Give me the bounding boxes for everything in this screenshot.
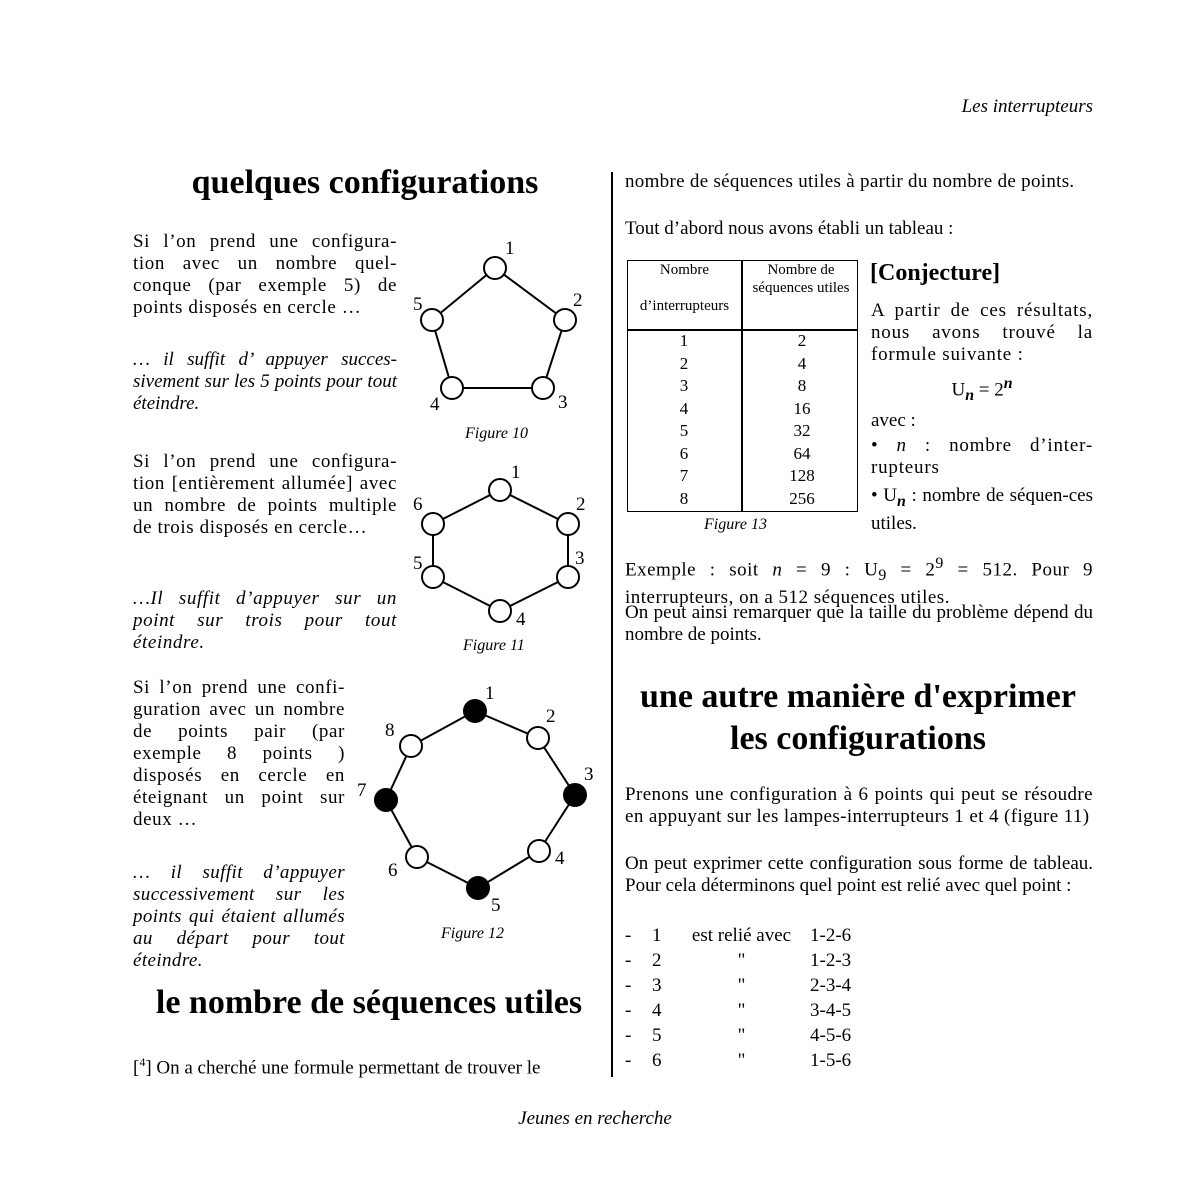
node-label-6: 6	[388, 860, 398, 881]
conjecture-avec: avec :	[871, 410, 916, 431]
conclusion-config-6: …Il suffit d’appuyer sur un point sur trois pour tout éteindre.	[133, 588, 397, 653]
conjecture-bullet-un: • $U_n$ : nombre de séquen-ces utiles.	[871, 485, 1093, 534]
node-4	[489, 600, 511, 622]
formula-eq: = 2	[974, 379, 1004, 401]
list-item	[625, 1025, 925, 1050]
link-n: 5	[652, 1025, 662, 1046]
link-set: 1-5-6	[810, 1050, 852, 1071]
section-title-sequences: le nombre de séquences utiles	[155, 984, 583, 1021]
node-8	[400, 735, 422, 757]
paragraph-config-8: Si l’on prend une confi-guration avec un nombre de points pair (par exemple 8 points ) disposés en cercle en éteignant un point sur deux …	[133, 677, 345, 830]
link-n: 6	[652, 1050, 662, 1071]
formula-intro-text: On a cherché une formule permettant de trouver le	[156, 1057, 541, 1079]
link-n: 3	[652, 975, 662, 996]
bullet1-text: : nombre d’inter-rupteurs	[871, 435, 1093, 478]
node-label-4: 4	[430, 394, 440, 415]
footnote-ref: 4	[139, 1055, 146, 1069]
node-7	[375, 789, 397, 811]
conjecture-bullet-n: • n : nombre d’inter-rupteurs	[871, 435, 1093, 478]
figure-12-caption: Figure 12	[441, 925, 504, 942]
link-dash: -	[625, 975, 632, 996]
running-header: Les interrupteurs	[961, 96, 1093, 117]
figure-13-caption: Figure 13	[704, 516, 767, 533]
node-label-1: 1	[511, 462, 521, 483]
node-label-8: 8	[385, 720, 395, 741]
table-cell-sequences: 32	[793, 421, 811, 440]
table-cell-sequences: 16	[793, 398, 811, 418]
table-header-sequences: Nombre de séquences utiles	[752, 262, 850, 296]
link-rel: est relié avec	[691, 925, 792, 946]
table-cell-interrupteurs: 8	[679, 488, 689, 508]
table-cell-interrupteurs: 2	[679, 353, 689, 373]
table-cell-sequences: 256	[789, 488, 815, 508]
node-label-2: 2	[576, 494, 586, 515]
node-label-4: 4	[516, 609, 526, 630]
link-rel: "	[737, 1050, 746, 1071]
node-5	[422, 566, 444, 588]
node-label-5: 5	[413, 294, 423, 315]
node-label-2: 2	[573, 290, 583, 311]
formula-sup: n	[1003, 375, 1013, 392]
column-divider	[611, 172, 613, 1077]
table-cell-sequences: 4	[797, 353, 807, 373]
node-label-5: 5	[413, 553, 423, 574]
list-item	[625, 925, 925, 950]
table-cell-sequences: 2	[797, 331, 807, 350]
link-rel: "	[737, 950, 746, 971]
link-dash: -	[625, 950, 632, 971]
link-set: 3-4-5	[810, 1000, 852, 1021]
table-cell-interrupteurs: 4	[679, 398, 689, 418]
node-label-6: 6	[413, 494, 423, 515]
table-header-interrupteurs	[628, 261, 741, 315]
table-header-rule	[628, 329, 857, 331]
example-n: n	[772, 559, 783, 581]
link-dash: -	[625, 1025, 632, 1046]
example-t2: = 9 : U	[782, 559, 879, 581]
node-4	[441, 377, 463, 399]
running-footer: Jeunes en recherche	[518, 1108, 672, 1129]
paragraph-formula-intro: [$^4$] On a cherché une formule permettant de trouver le	[133, 1055, 541, 1079]
example-sup: 9	[935, 555, 944, 572]
node-label-2: 2	[546, 706, 556, 727]
paragraph-config-5: Si l’on prend une configura-tion avec un nombre quel-conque (par exemple 5) de points disposés en cercle …	[133, 231, 397, 318]
link-rel: "	[737, 1025, 746, 1046]
link-rel: "	[737, 975, 746, 996]
node-4	[528, 840, 550, 862]
bullet2-var: U	[883, 485, 898, 506]
node-2	[554, 309, 576, 331]
sequences-table	[627, 260, 858, 512]
node-1	[484, 257, 506, 279]
node-5	[467, 877, 489, 899]
node-6	[422, 513, 444, 535]
node-5	[421, 309, 443, 331]
bullet2-sub: n	[897, 492, 906, 510]
conjecture-title: [Conjecture]	[870, 260, 1001, 286]
header-col1-line2: d’interrupteurs	[639, 298, 730, 314]
link-dash: -	[625, 925, 632, 946]
conjecture-formula	[871, 375, 1093, 405]
link-set: 2-3-4	[810, 975, 852, 996]
table-cell-sequences: 64	[793, 443, 811, 463]
link-n: 2	[652, 950, 662, 971]
list-item	[625, 975, 925, 1000]
node-label-3: 3	[558, 392, 568, 413]
figure-10-pentagon	[405, 230, 605, 445]
section-title-configurations: quelques configurations	[191, 164, 539, 201]
link-dash: -	[625, 1050, 632, 1071]
figure-12-octagon	[350, 680, 605, 945]
table-cell-sequences: 128	[789, 466, 815, 485]
node-6	[406, 846, 428, 868]
section-title-autre-maniere: une autre manière d'exprimer les configurations	[640, 678, 1076, 757]
example-paragraph	[625, 553, 1093, 609]
bullet2-text: : nombre de séquen-ces utiles.	[871, 485, 1093, 534]
links-list	[625, 925, 925, 1075]
figure-11-hexagon	[405, 455, 605, 660]
node-3	[532, 377, 554, 399]
node-label-4: 4	[555, 848, 565, 869]
conclusion-config-8: … il suffit d’appuyer successivement sur les points qui étaient allumés au départ pour tout éteindre.	[133, 862, 345, 971]
table-column-rule	[741, 261, 743, 511]
link-set: 1-2-6	[810, 925, 852, 946]
example-t3: = 2	[886, 559, 936, 581]
paragraph-table-intro: Tout d’abord nous avons établi un tableau :	[625, 218, 954, 239]
formula-base: U	[951, 379, 966, 401]
conjecture-text: A partir de ces résultats, nous avons trouvé la formule suivante :	[871, 300, 1093, 365]
formula-sub: n	[965, 387, 974, 405]
node-label-3: 3	[584, 764, 594, 785]
node-label-1: 1	[485, 683, 495, 704]
table-cell-interrupteurs: 1	[679, 331, 689, 350]
node-2	[557, 513, 579, 535]
example-t4: = 512. Pour 9 interrupteurs, on a 512 séquences utiles.	[625, 559, 1094, 609]
remark-paragraph: On peut ainsi remarquer que la taille du problème dépend du nombre de points.	[625, 602, 1093, 645]
example-t1: Exemple : soit	[625, 559, 773, 581]
conclusion-config-5: … il suffit d’ appuyer succes-sivement sur les 5 points pour tout éteindre.	[133, 349, 397, 414]
list-item	[625, 950, 925, 975]
node-label-5: 5	[491, 895, 501, 916]
figure-11-caption: Figure 11	[463, 637, 525, 654]
table-cell-interrupteurs: 5	[679, 421, 689, 440]
node-label-3: 3	[575, 548, 585, 569]
table-cell-sequences: 8	[797, 376, 807, 395]
table-cell-interrupteurs: 7	[679, 466, 689, 485]
node-3	[564, 784, 586, 806]
link-set: 1-2-3	[810, 950, 852, 971]
link-dash: -	[625, 1000, 632, 1021]
table-cell-interrupteurs: 3	[679, 376, 689, 395]
node-3	[557, 566, 579, 588]
table-cell-interrupteurs: 6	[679, 443, 689, 463]
paragraph-express-table: On peut exprimer cette configuration sous forme de tableau. Pour cela déterminons quel point est relié avec quel point :	[625, 853, 1093, 896]
paragraph-six-points: Prenons une configuration à 6 points qui peut se résoudre en appuyant sur les lampes-interrupteurs 1 et 4 (figure 11)	[625, 784, 1093, 827]
bullet1-var: n	[896, 435, 907, 456]
list-item	[625, 1050, 925, 1075]
link-set: 4-5-6	[810, 1025, 852, 1046]
node-label-1: 1	[505, 238, 515, 259]
link-n: 1	[652, 925, 662, 946]
paragraph-continued: nombre de séquences utiles à partir du nombre de points.	[625, 171, 1075, 192]
paragraph-config-6: Si l’on prend une configura-tion [entièrement allumée] avec un nombre de points multiple de trois disposés en cercle…	[133, 451, 397, 538]
node-1	[489, 479, 511, 501]
figure-10-caption: Figure 10	[465, 425, 528, 442]
example-sub: 9	[878, 567, 887, 585]
node-label-7: 7	[357, 780, 367, 801]
link-rel: "	[737, 1000, 746, 1021]
node-1	[464, 700, 486, 722]
link-n: 4	[652, 1000, 662, 1021]
header-col1-line1: Nombre	[659, 262, 710, 278]
node-2	[527, 727, 549, 749]
list-item	[625, 1000, 925, 1025]
